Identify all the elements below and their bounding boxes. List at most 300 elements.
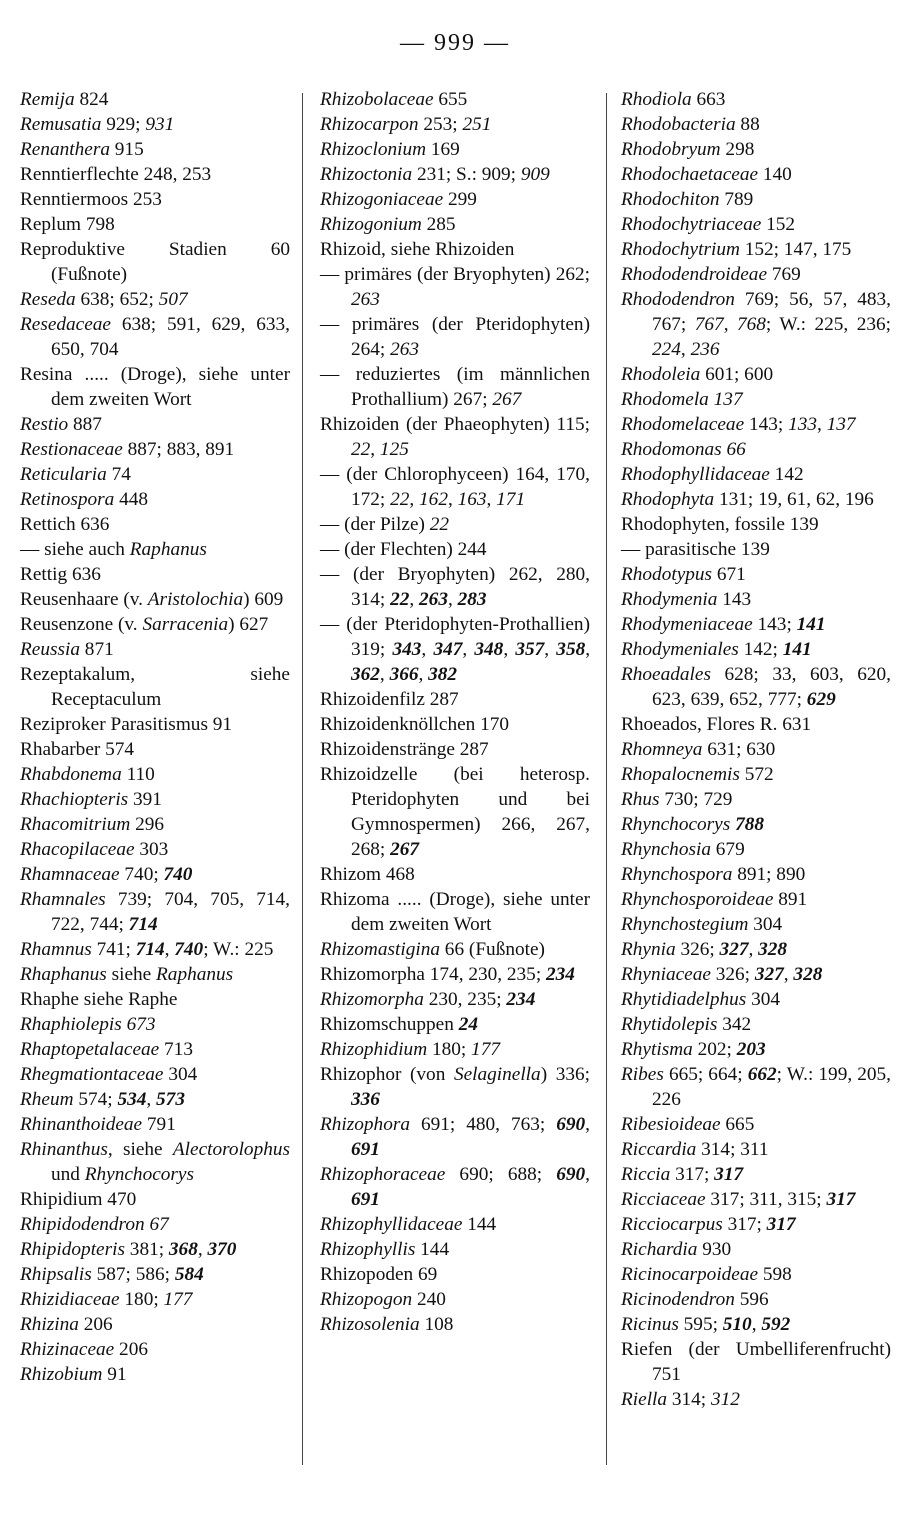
index-entry-text: 929; (101, 114, 146, 135)
index-entry-text: 283 (457, 589, 487, 610)
index-entry-text: 67 (149, 1214, 169, 1235)
index-entry-text: Rhinanthoideae (20, 1114, 143, 1135)
index-entry-text: 887; 883, 891 (122, 439, 235, 460)
index-entry-text: 791 (142, 1114, 176, 1135)
index-entry (621, 962, 891, 987)
index-entry (621, 787, 891, 812)
index-entry-text: Selaginella (453, 1064, 541, 1085)
index-entry (20, 1312, 290, 1337)
index-entry (20, 862, 290, 887)
index-entry-text: , (585, 1114, 590, 1135)
index-entry-text: Ribes (621, 1064, 664, 1085)
index-entry-text: Rhodomela (621, 389, 709, 410)
index-entry (320, 962, 590, 987)
index-entry-text: 180; (427, 1039, 472, 1060)
index-entry-text: Rhizophoraceae (320, 1164, 446, 1185)
index-entry-text: Rhizoclonium (320, 139, 427, 160)
index-entry-text: 574; (73, 1089, 118, 1110)
index-entry-text: 507 (158, 289, 188, 310)
index-entry-text: 317 (826, 1189, 856, 1210)
index-entry-text: Retinospora (20, 489, 115, 510)
index-entry-text: 690; 688; (445, 1164, 557, 1185)
index-entry (621, 212, 891, 237)
index-entry-text: 601; 600 (700, 364, 774, 385)
index-entry-text: Rhopalocnemis (621, 764, 740, 785)
index-entry-text: Rhizoiden (der Phaeophyten) 115; (320, 414, 590, 435)
index-entry (621, 637, 891, 662)
index-entry-text: Reussia (20, 639, 80, 660)
index-entry (621, 1237, 891, 1262)
index-entry-text: 638; 652; (75, 289, 159, 310)
index-entry-text: 691 (351, 1189, 380, 1210)
index-entry-text: 887 (68, 414, 102, 435)
index-entry-text: 125 (379, 439, 409, 460)
index-entry-text: Resedaceae (20, 314, 111, 335)
index-entry-text: 665; 664; (663, 1064, 748, 1085)
index-entry-text: Rhizoctonia (320, 164, 413, 185)
index-entry-text: 22 (390, 589, 410, 610)
index-entry (621, 162, 891, 187)
index-entry (20, 212, 290, 237)
index-entry-text: Raphanus (129, 539, 207, 560)
index-entry-text: 662 (747, 1064, 777, 1085)
index-entry-text: 368 (168, 1239, 198, 1260)
index-entry-text: , siehe (107, 1139, 173, 1160)
index-entry (621, 1012, 891, 1037)
index-entry (621, 1387, 891, 1412)
index-entry-text: 740 (174, 939, 204, 960)
index-entry (320, 1237, 590, 1262)
index-entry-text: 382 (428, 664, 458, 685)
index-entry (20, 412, 290, 437)
index-entry-text: 296 (130, 814, 165, 835)
index-entry-text: 326; (710, 964, 755, 985)
index-entry-text: Richardia (621, 1239, 698, 1260)
index-entry-text: 304 (163, 1064, 198, 1085)
index-entry (20, 1187, 290, 1212)
index-entry-text: , (816, 414, 827, 435)
index-entry-text: 180; (119, 1289, 164, 1310)
index-entry (621, 362, 891, 387)
index-entry (20, 237, 290, 287)
index-entry-text: , (379, 664, 390, 685)
index-entry-text: Rhizom 468 (320, 864, 415, 885)
index-entry-text: 713 (159, 1039, 193, 1060)
index-entry-text: 655 (433, 89, 468, 110)
index-entry-text: 824 (74, 89, 109, 110)
index-entry-text: 596 (734, 1289, 769, 1310)
index-entry-text: 263 (390, 339, 420, 360)
index-entry-text: Rhodymeniales (621, 639, 739, 660)
index-entry (20, 1362, 290, 1387)
index-entry (20, 187, 290, 212)
index-entry-text: 598 (758, 1264, 792, 1285)
index-entry-text: Rhizoidenknöllchen 170 (320, 714, 510, 735)
index-entry-text: , (486, 489, 497, 510)
index-entry-text: 171 (496, 489, 526, 510)
index-entry-text: Reproduktive Stadien 60 (Fußnote) (20, 239, 290, 285)
index-entry-text: 768 (737, 314, 766, 335)
index-entry-text: 133 (788, 414, 817, 435)
index-entry-text: Rhoeadales (621, 664, 711, 685)
index-entry (621, 1062, 891, 1112)
index-entry-text: Restionaceae (20, 439, 123, 460)
index-entry-text: Rhynchosia (621, 839, 711, 860)
index-entry-text: 234 (546, 964, 575, 985)
index-entry-text: Rhynchostegium (621, 914, 749, 935)
index-entry-text: 22 (390, 489, 410, 510)
index-entry-text: , (783, 964, 794, 985)
index-entry-text: siehe (106, 964, 157, 985)
index-entry-text: Rhizophor (von (320, 1064, 454, 1085)
index-entry-text: Rezeptakalum, siehe Receptaculum (20, 664, 290, 710)
index-entry (320, 687, 590, 712)
index-entry-text: Reseda (20, 289, 76, 310)
index-entry-text: Rhaptopetalaceae (20, 1039, 160, 1060)
index-entry (20, 137, 290, 162)
index-entry-text: Sarracenia (142, 614, 229, 635)
index-entry-text: Rhachiopteris (20, 789, 129, 810)
index-entry-text: , (748, 939, 759, 960)
index-entry-text: 317; (670, 1164, 715, 1185)
index-entry-text: 381; (124, 1239, 169, 1260)
index-entry (20, 612, 290, 637)
index-entry-text: , (418, 664, 429, 685)
index-entry-text: Rhizophidium (320, 1039, 428, 1060)
index-entry (621, 912, 891, 937)
index-entry-text: 909 (520, 164, 550, 185)
index-entry-text: , (447, 489, 458, 510)
index-entry-text: Rhegmationtaceae (20, 1064, 164, 1085)
index-column-right (621, 87, 891, 1412)
index-entry-text: 690 (556, 1114, 586, 1135)
index-entry (20, 762, 290, 787)
index-entry-text: 144 (415, 1239, 450, 1260)
index-entry (621, 812, 891, 837)
index-entry-text: Reziproker Parasitismus 91 (20, 714, 233, 735)
index-entry-text: 230, 235; (423, 989, 507, 1010)
index-entry-text: Rhaphanus (20, 964, 107, 985)
index-entry-text: Rhabarber 574 (20, 739, 135, 760)
index-entry-text: , (146, 1089, 157, 1110)
index-entry-text: Rhamnales (20, 889, 106, 910)
index-entry-text: , (723, 314, 737, 335)
index-entry (320, 887, 590, 937)
index-entry-text: 572 (739, 764, 774, 785)
index-entry-text: Rhizoidzelle (bei heterosp. Pteridophyten und bei Gymnospermen) 266, 267, 268; (320, 764, 590, 860)
index-entry-text: 592 (761, 1314, 791, 1335)
index-entry-text: Rhododendron (621, 289, 735, 310)
index-entry (621, 1312, 891, 1337)
index-entry-text: Rettich 636 (20, 514, 110, 535)
index-entry-text: 236 (690, 339, 720, 360)
index-entry-text: 224 (652, 339, 681, 360)
index-entry-text: 240 (412, 1289, 446, 1310)
index-entry-text: 628; 33, 603, 620, 623, 639, 652, 777; (652, 664, 891, 710)
index-entry-text: 730; 729 (659, 789, 733, 810)
index-entry (320, 1162, 590, 1212)
index-entry-text: 108 (419, 1314, 454, 1335)
index-entry-text: 267 (492, 389, 522, 410)
index-entry (621, 187, 891, 212)
index-entry-text: 317; (722, 1214, 767, 1235)
index-entry-text: Rhizomorpha (320, 989, 424, 1010)
index-entry-text: 931 (145, 114, 175, 135)
index-entry (320, 162, 590, 187)
index-entry-text: Riefen (der Umbelliferenfrucht) 751 (621, 1339, 891, 1385)
index-entry-text: Resina ..... (Droge), siehe unter dem zweiten Wort (20, 364, 290, 410)
index-entry (20, 712, 290, 737)
index-entry (621, 737, 891, 762)
index-entry-text: Aristolochia (147, 589, 244, 610)
index-column-middle (320, 87, 590, 1337)
index-entry-text: Rhaphiolepis (20, 1014, 122, 1035)
index-entry-text: 22 (351, 439, 371, 460)
index-entry-text: 143; (752, 614, 797, 635)
index-entry-text: 152 (761, 214, 796, 235)
index-entry-text: 891; 890 (732, 864, 806, 885)
index-entry-text: Riella (621, 1389, 668, 1410)
index-entry-text: ) 336; (540, 1064, 590, 1085)
index-entry (20, 1212, 290, 1237)
index-entry-text: Rhizinaceae (20, 1339, 115, 1360)
index-entry-text: Rhodophyta (621, 489, 715, 510)
index-entry (621, 562, 891, 587)
index-entry (20, 162, 290, 187)
index-entry-text: 671 (712, 564, 746, 585)
index-entry (20, 887, 290, 937)
index-entry-text: — reduziertes (im männlichen Prothallium) 267; (320, 364, 590, 410)
index-entry (621, 87, 891, 112)
index-entry-text: 66 (726, 439, 746, 460)
index-entry-text: Rhizidiaceae (20, 1289, 120, 1310)
index-entry-text: Rhizomastigina (320, 939, 440, 960)
index-entry-text: 317; 311, 315; (705, 1189, 827, 1210)
index-entry-text: 391 (128, 789, 162, 810)
index-entry (320, 1312, 590, 1337)
index-entry-text: 326; (675, 939, 720, 960)
index-entry-text: 584 (174, 1264, 204, 1285)
index-entry-text: Rhododendroideae (621, 264, 768, 285)
index-entry-text: 267 (390, 839, 420, 860)
index-entry (621, 462, 891, 487)
index-entry-text: 143; (744, 414, 789, 435)
index-entry (320, 1112, 590, 1162)
index-entry-text: Rhodiola (621, 89, 692, 110)
index-entry-text: 152; 147, 175 (739, 239, 852, 260)
index-entry-text: Rhytidolepis (621, 1014, 718, 1035)
index-entry-text: Rhipsalis (20, 1264, 92, 1285)
index-entry-text: 137 (826, 414, 856, 435)
index-entry (20, 512, 290, 537)
index-entry (621, 1337, 891, 1387)
index-entry-text: 206 (78, 1314, 113, 1335)
index-entry-text: 203 (736, 1039, 766, 1060)
index-entry-text: Rhizosolenia (320, 1314, 420, 1335)
index-entry (20, 112, 290, 137)
index-entry (621, 712, 891, 737)
index-entry-text: 142; (738, 639, 783, 660)
index-entry-text: 769 (767, 264, 801, 285)
index-entry (320, 737, 590, 762)
index-entry-text: Rheum (20, 1089, 74, 1110)
index-entry-text: 140 (758, 164, 792, 185)
index-entry (621, 1112, 891, 1137)
index-entry-text: 740 (163, 864, 193, 885)
index-entry-text: Rhodomelaceae (621, 414, 745, 435)
index-entry-text: Rhyniaceae (621, 964, 711, 985)
index-entry-text: Rhizogonium (320, 214, 422, 235)
index-entry-text: Ribesioideae (621, 1114, 721, 1135)
index-entry-text: Rhynchospora (621, 864, 733, 885)
index-entry-text: 314; (667, 1389, 711, 1410)
index-entry-text: Rhizopogon (320, 1289, 413, 1310)
index-entry (320, 712, 590, 737)
index-entry-text: 253; (418, 114, 463, 135)
index-entry-text: 91 (102, 1364, 127, 1385)
page-number: — 999 — (400, 30, 510, 56)
index-entry-text: ; W.: 225, 236; (765, 314, 891, 335)
index-entry-text: Replum 798 (20, 214, 115, 235)
index-entry (621, 512, 891, 537)
index-entry-text: 448 (114, 489, 149, 510)
index-entry-text: Rhizoma ..... (Droge), siehe unter dem zweiten Wort (320, 889, 590, 935)
index-entry-text: 317 (714, 1164, 744, 1185)
index-entry (320, 187, 590, 212)
index-entry-text: 327 (754, 964, 784, 985)
index-entry (621, 762, 891, 787)
index-entry-text: 304 (746, 989, 781, 1010)
index-entry (621, 437, 891, 462)
index-entry-text: Ricinocarpoideae (621, 1264, 759, 1285)
index-entry (621, 1137, 891, 1162)
index-entry (621, 937, 891, 962)
index-entry-text: 740; (119, 864, 164, 885)
column-divider (606, 93, 607, 1465)
index-entry-text: — (der Bryophyten) 262, 280, 314; (320, 564, 590, 610)
index-entry (621, 1037, 891, 1062)
index-entry-text: 141 (796, 614, 826, 635)
index-entry-text: Rhodochytrium (621, 239, 740, 260)
index-entry (621, 237, 891, 262)
index-entry-text: Rhynchosporoideae (621, 889, 774, 910)
index-entry (320, 1287, 590, 1312)
index-entry-text: 22 (429, 514, 450, 535)
index-entry (621, 537, 891, 562)
index-entry (20, 1062, 290, 1087)
index-entry-text: Rhomneya (621, 739, 703, 760)
index-entry (20, 87, 290, 112)
index-entry-text: 336 (351, 1089, 380, 1110)
index-entry-text: , (370, 439, 380, 460)
index-entry (20, 1137, 290, 1187)
index-entry (20, 1087, 290, 1112)
index-entry-text: ) 627 (228, 614, 269, 635)
index-entry (20, 662, 290, 712)
index-entry-text: Rhipidodendron (20, 1214, 145, 1235)
index-entry-text: 144 (462, 1214, 497, 1235)
index-entry-text: 298 (720, 139, 755, 160)
index-entry-text: , (409, 489, 420, 510)
index-entry-text: 263 (351, 289, 380, 310)
index-entry-text: , (751, 1314, 762, 1335)
index-entry-text: 741; (91, 939, 136, 960)
index-entry (20, 462, 290, 487)
index-entry-text: 342 (717, 1014, 752, 1035)
index-entry-text: 358 (556, 639, 586, 660)
index-entry (621, 287, 891, 362)
index-entry-text: Rhoeados, Flores R. 631 (621, 714, 812, 735)
index-entry-text: Rhodochytriaceae (621, 214, 762, 235)
index-entry (621, 1162, 891, 1187)
index-entry (320, 1262, 590, 1287)
index-entry-text: Rhamnus (20, 939, 92, 960)
index-entry-text: 137 (713, 389, 743, 410)
index-entry (320, 87, 590, 112)
index-entry (20, 837, 290, 862)
index-entry-text: 573 (156, 1089, 185, 1110)
index-entry-text: — siehe auch (20, 539, 130, 560)
index-entry (621, 1262, 891, 1287)
index-entry-text: 206 (114, 1339, 148, 1360)
index-entry (20, 812, 290, 837)
index-entry-text: Rhizobolaceae (320, 89, 434, 110)
index-entry-text: Rhizina (20, 1314, 79, 1335)
index-entry-text: 234 (506, 989, 536, 1010)
index-entry-text: Rhodoleia (621, 364, 701, 385)
index-entry-text: 263 (419, 589, 448, 610)
index-entry (320, 412, 590, 462)
index-entry-text: Reusenzone (v. (20, 614, 143, 635)
index-entry (20, 1037, 290, 1062)
index-entry (20, 787, 290, 812)
index-entry-text: Rhizomorpha 174, 230, 235; (320, 964, 546, 985)
index-entry-text: , (544, 639, 557, 660)
index-entry-text: Riccardia (621, 1139, 697, 1160)
index-entry-text: Rettig 636 (20, 564, 101, 585)
index-entry-text: , (585, 1164, 590, 1185)
index-entry-text: 110 (121, 764, 155, 785)
index-entry (20, 1112, 290, 1137)
index-entry (20, 1237, 290, 1262)
index-entry-text: 24 (458, 1014, 478, 1035)
index-entry-text: Renanthera (20, 139, 110, 160)
index-entry (320, 512, 590, 537)
index-entry (320, 537, 590, 562)
index-entry-text: 638; 591, 629, 633, 650, 704 (51, 314, 290, 360)
index-entry-text: , (164, 939, 175, 960)
index-entry (621, 1212, 891, 1237)
index-entry (621, 262, 891, 287)
index-entry-text: 663 (691, 89, 726, 110)
index-entry-text: 631; 630 (702, 739, 776, 760)
index-entry-text: 231; S.: 909; (412, 164, 521, 185)
index-entry-text: 74 (106, 464, 131, 485)
index-entry (320, 1212, 590, 1237)
index-entry (20, 587, 290, 612)
index-entry-text: 789 (719, 189, 754, 210)
index-entry-text: 299 (443, 189, 477, 210)
index-entry (20, 487, 290, 512)
index-entry-text: 915 (109, 139, 144, 160)
index-entry-text: 327 (719, 939, 749, 960)
index-entry (320, 262, 590, 312)
index-entry-text: Rhodochiton (621, 189, 720, 210)
index-entry-text: 162 (419, 489, 448, 510)
index-entry-text: Reticularia (20, 464, 107, 485)
index-entry-text: Riccia (621, 1164, 671, 1185)
index-entry-text: 691; 480, 763; (410, 1114, 557, 1135)
